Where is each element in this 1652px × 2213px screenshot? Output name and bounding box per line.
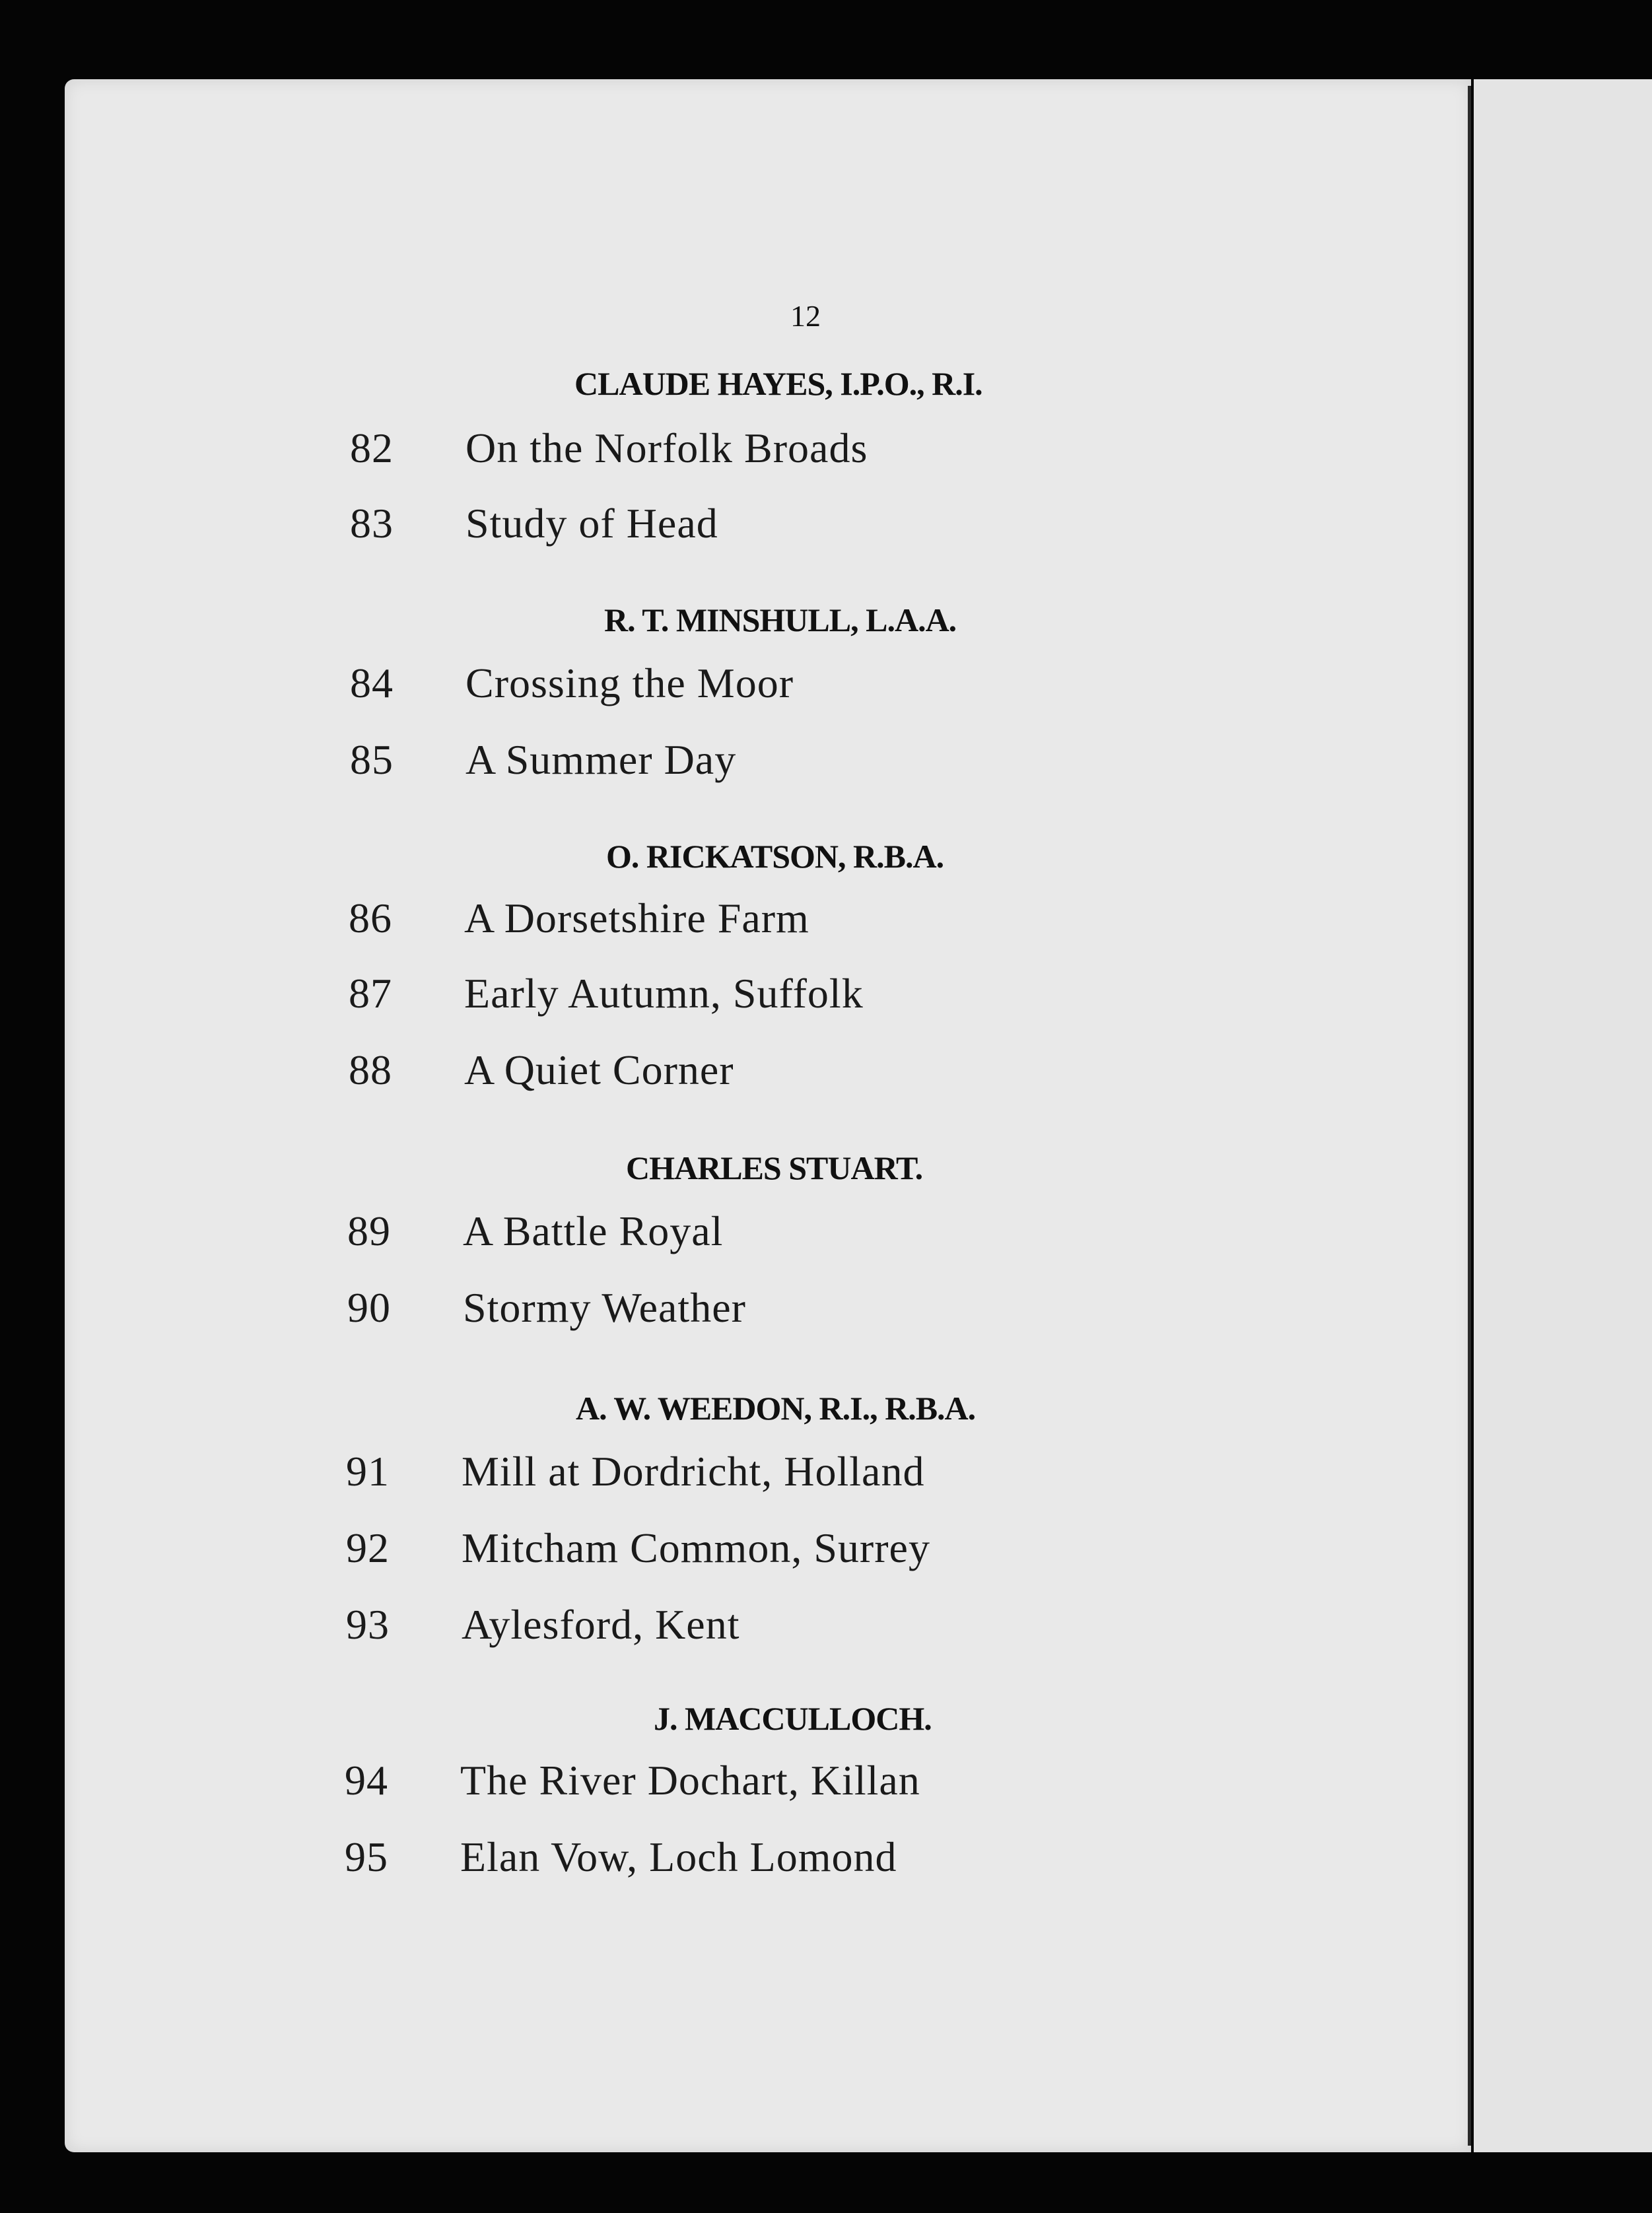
entry-title: A Battle Royal xyxy=(463,1208,724,1254)
entry-title: Early Autumn, Suffolk xyxy=(464,970,864,1017)
entry-title: On the Norfolk Broads xyxy=(465,425,868,471)
entry-title: The River Dochart, Killan xyxy=(460,1757,920,1804)
entry-number: 90 xyxy=(347,1284,391,1331)
entry-title: Mitcham Common, Surrey xyxy=(462,1524,930,1571)
artist-heading: J. MACCULLOCH. xyxy=(654,1700,932,1737)
entry-number: 92 xyxy=(346,1524,390,1571)
entry-title: A Quiet Corner xyxy=(464,1046,734,1093)
entry-number: 83 xyxy=(350,500,394,547)
entry-number: 89 xyxy=(347,1208,391,1254)
entry-number: 86 xyxy=(349,895,392,941)
entry-title: Aylesford, Kent xyxy=(462,1601,740,1648)
adjacent-page-edge xyxy=(1474,79,1652,2152)
entry-number: 84 xyxy=(350,660,394,706)
entry-number: 94 xyxy=(345,1757,388,1804)
entry-number: 88 xyxy=(349,1046,392,1093)
artist-heading: CHARLES STUART. xyxy=(626,1149,923,1186)
artist-heading: CLAUDE HAYES, I.P.O., R.I. xyxy=(574,365,982,402)
artist-heading: O. RICKATSON, R.B.A. xyxy=(606,838,944,875)
entry-number: 87 xyxy=(349,970,392,1017)
entry-title: Crossing the Moor xyxy=(465,660,794,706)
entry-number: 91 xyxy=(346,1448,390,1495)
entry-title: A Summer Day xyxy=(465,736,737,783)
entry-number: 93 xyxy=(346,1601,390,1648)
entry-number: 95 xyxy=(345,1833,388,1880)
artist-heading: R. T. MINSHULL, L.A.A. xyxy=(604,601,957,638)
entry-title: Stormy Weather xyxy=(463,1284,746,1331)
entry-number: 82 xyxy=(350,425,394,471)
entry-title: Study of Head xyxy=(465,500,718,547)
artist-heading: A. W. WEEDON, R.I., R.B.A. xyxy=(576,1390,976,1427)
entry-title: Elan Vow, Loch Lomond xyxy=(460,1833,897,1880)
page-number: 12 xyxy=(790,299,821,333)
entry-title: Mill at Dordricht, Holland xyxy=(462,1448,925,1495)
entry-number: 85 xyxy=(350,736,394,783)
entry-title: A Dorsetshire Farm xyxy=(464,895,809,941)
page-fold-line xyxy=(1468,86,1471,2146)
